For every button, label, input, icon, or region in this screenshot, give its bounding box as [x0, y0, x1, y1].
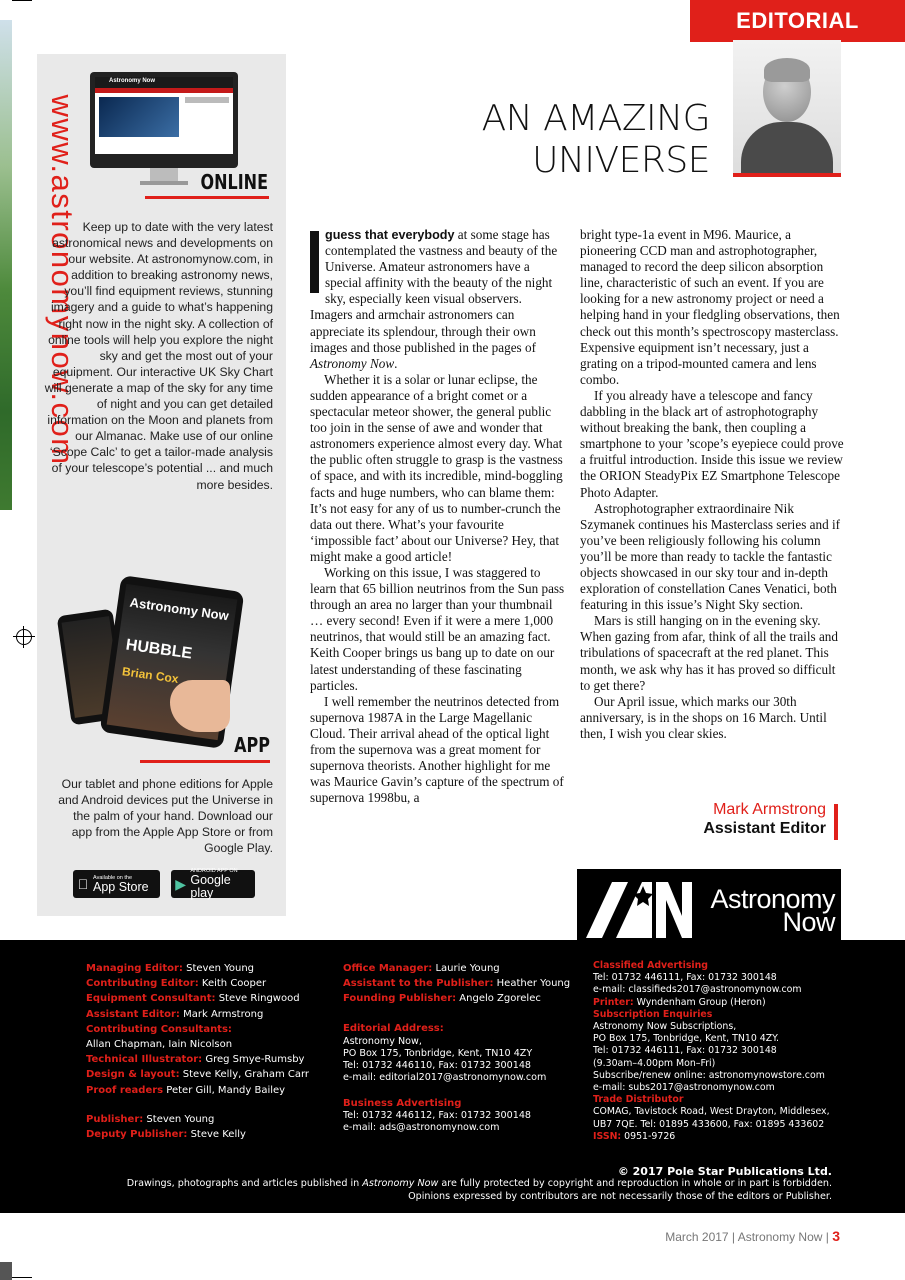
staff-role: Design & layout:	[86, 1069, 180, 1081]
staff-person: Greg Smye-Rumsby	[202, 1054, 305, 1066]
signature-role: Assistant Editor	[703, 820, 826, 837]
copyright-text: are fully protected by copyright and reproduction in whole or in part is forbidden.	[438, 1178, 832, 1190]
play-triangle-icon: ▶	[175, 875, 187, 892]
copyright-notice	[120, 1166, 832, 1203]
website-url-text[interactable]: www.astronomynow.com	[45, 94, 80, 466]
trade-distributor-heading: Trade Distributor	[593, 1094, 684, 1106]
contact-line: Tel: 01732 446112, Fax: 01732 300148	[343, 1109, 532, 1121]
staff-person: Steven Young	[182, 963, 255, 974]
crop-mark	[12, 0, 32, 1]
staff-role: Assistant Editor:	[86, 1008, 180, 1020]
google-play-small: ANDROID APP ON	[190, 868, 238, 874]
apple-icon	[73, 876, 93, 892]
address-line: Tel: 01732 446110, Fax: 01732 300148	[343, 1059, 532, 1071]
portrait-rule	[733, 173, 841, 177]
signature-name: Mark Armstrong	[713, 801, 826, 818]
staff-role: Publisher:	[86, 1113, 144, 1125]
magazine-name: Astronomy Now	[310, 355, 395, 371]
tablet-brand: Astronomy Now	[128, 594, 230, 624]
astronomy-now-logo-icon	[586, 876, 694, 938]
article-headline	[430, 98, 710, 182]
editorial-address-heading: Editorial Address:	[343, 1022, 444, 1034]
subscription-heading: Subscription Enquiries	[593, 1008, 713, 1020]
hand-image	[170, 680, 230, 732]
logo-line-1: Astronomy	[710, 884, 835, 914]
page-footer	[600, 1228, 840, 1244]
app-heading: APP	[234, 733, 270, 757]
section-tab: EDITORIAL	[690, 0, 905, 42]
article-paragraph: Whether it is a solar or lunar eclipse, the sudden appearance of a bright comet or a spectacular meteor shower, the general public too join in the sense of awe and wonder that astronomers experience almost every day. What the public often struggle to grasp is the vastness of space, and with its incredible, mind-boggling facts and huge numbers, who can blame them: It’s not easy for any of us to number-crunch the data out there. What’s your favourite ‘impossible fact’ about our Universe? Hey, that might make a good article!	[310, 371, 563, 564]
copyright-text: Opinions expressed by contributors are not necessarily those of the editors or Publisher.	[408, 1190, 832, 1202]
app-rule	[140, 760, 270, 763]
issn-value: 0951-9726	[621, 1130, 676, 1142]
business-advertising-heading: Business Advertising	[343, 1097, 462, 1109]
app-description: Our tablet and phone editions for Apple and Android devices put the Universe in the palm of your hand. Download our app from the Apple App Store or from Google Play.	[58, 777, 273, 856]
staff-role: Contributing Consultants:	[86, 1023, 232, 1035]
article-lead: guess that everybody	[325, 228, 455, 242]
article-paragraph: Working on this issue, I was staggered to learn that 65 billion neutrinos from the Sun pass through an area no larger than your thumbnail … every second! Even if it were a mere 1,000 neutrinos, that would still be an amazing fact. Keith Cooper brings us bang up to date on our latest understanding of these fascinating particles.	[310, 564, 565, 693]
address-line: Astronomy Now,	[343, 1035, 422, 1047]
tablet-headline: HUBBLE	[124, 636, 194, 663]
author-portrait	[733, 40, 841, 173]
staff-role: Founding Publisher:	[343, 993, 457, 1005]
contact-line: e-mail: ads@astronomynow.com	[343, 1121, 500, 1133]
address-line: e-mail: editorial2017@astronomynow.com	[343, 1071, 547, 1083]
online-rule	[145, 196, 269, 199]
address-line: PO Box 175, Tonbridge, Kent, TN10 4ZY	[343, 1047, 533, 1059]
contact-line: (9.30am–4.00pm Mon–Fri)	[593, 1057, 716, 1069]
tablet-subline: Brian Cox	[121, 664, 180, 686]
article-paragraph: If you already have a telescope and fancy dabbling in the black art of astrophotography without breaking the bank, then coupling a smartphone to your ’scope’s eyepiece could prove a fruitful introduction. Inside this issue we review the ORION SteadyPix EZ Smartphone Telescope Photo Adapter.	[580, 387, 844, 500]
app-store-small: Available on the	[93, 874, 133, 881]
contact-line: e-mail: subs2017@astronomynow.com	[593, 1082, 775, 1094]
staff-role: Deputy Publisher:	[86, 1129, 188, 1141]
article-paragraph: I well remember the neutrinos detected from supernova 1987A in the Large Magellanic Cloud. Their arrival ahead of the optical light from the supernova was a great moment for supernova theorists. Another highlight for me was Maurice Gavin’s capture of the spectrum of supernova 1998bu, a	[310, 693, 564, 806]
staff-column-3	[593, 960, 853, 1143]
article-text: .	[394, 355, 398, 371]
google-play-big: Google play	[190, 873, 231, 900]
staff-person: Angelo Zgorelec	[456, 993, 541, 1005]
contact-line: e-mail: classifieds2017@astronomynow.com	[593, 984, 802, 996]
app-store-big: App Store	[93, 879, 149, 894]
copyright-text: Drawings, photographs and articles published in	[126, 1178, 363, 1190]
staff-role: Contributing Editor:	[86, 978, 199, 990]
article-column-1	[310, 227, 566, 806]
app-store-badge[interactable]	[73, 870, 160, 898]
left-photo-strip-bottom	[0, 1262, 12, 1280]
article-paragraph: Astrophotographer extraordinaire Nik Szymanek continues his Masterclass series and if you’ve been religiously following his column you’ll be more than ready to tackle the fantastic objects showcased in our sky tour and in-depth exploration of constellation Canes Venatici, both featuring in this issue’s Night Sky section.	[580, 500, 841, 613]
left-photo-strip	[0, 20, 12, 510]
logo-line-2: Now	[782, 907, 835, 937]
staff-person: Wyndenham Group (Heron)	[633, 996, 766, 1008]
contact-line: Astronomy Now Subscriptions,	[593, 1021, 737, 1033]
staff-role: Equipment Consultant:	[86, 993, 216, 1005]
staff-role: Technical Illustrator:	[86, 1054, 203, 1066]
contact-line: Subscribe/renew online: astronomynowstore.com	[593, 1069, 825, 1081]
online-description: Keep up to date with the very latest astronomical news and developments on our website. At astronomynow.com, in addition to breaking astronomy news, you’ll find equipment reviews, stunning imagery and a guide to what’s happening right now in the night sky. A collection of online tools will help you explore the night sky and get the most out of your equipment. Our interactive UK Sky Chart will generate a map of the sky for any time of night and you can get detailed information on the Moon and planets from our Almanac. Make use of our online ‘Scope Calc’ to get a tailor-made analysis of your telescope’s potential ... and much more besides.	[44, 220, 273, 492]
contact-line: COMAG, Tavistock Road, West Drayton, Middlesex,	[593, 1106, 830, 1118]
article-column-2	[580, 227, 844, 742]
staff-role: Proof readers	[86, 1084, 164, 1096]
headline-line-1: AN AMAZING	[481, 98, 710, 139]
staff-person: Steve Kelly	[187, 1129, 246, 1141]
astronomy-now-logo-text	[690, 884, 835, 937]
monitor-image	[90, 72, 238, 168]
staff-role: Assistant to the Publisher:	[343, 978, 494, 990]
staff-person: Mark Armstrong	[179, 1008, 264, 1020]
staff-role: Managing Editor:	[86, 963, 183, 974]
crop-mark	[12, 1277, 32, 1278]
staff-role: ISSN:	[593, 1130, 622, 1142]
staff-person: Laurie Young	[432, 963, 500, 974]
article-paragraph	[310, 227, 566, 372]
page-number: 3	[832, 1228, 840, 1244]
magazine-name: Astronomy Now	[362, 1178, 439, 1190]
headline-line-2: UNIVERSE	[532, 140, 710, 181]
signature-bar	[834, 804, 838, 840]
staff-person: Steve Kelly, Graham Carr	[179, 1069, 310, 1081]
monitor-brand: Astronomy Now	[109, 78, 156, 84]
contact-line: PO Box 175, Tonbridge, Kent, TN10 4ZY.	[593, 1033, 779, 1045]
staff-column-2	[343, 961, 573, 1134]
staff-role: Printer:	[593, 996, 634, 1008]
contact-line: Tel: 01732 446111, Fax: 01732 300148	[593, 972, 777, 984]
staff-person: Peter Gill, Mandy Bailey	[163, 1084, 286, 1096]
staff-column-1	[86, 961, 316, 1142]
contact-line: Tel: 01732 446111, Fax: 01732 300148	[593, 1045, 777, 1057]
staff-role: Office Manager:	[343, 963, 433, 974]
google-play-badge[interactable]	[171, 870, 255, 898]
registration-mark-icon	[16, 629, 32, 645]
staff-person: Heather Young	[493, 978, 571, 990]
staff-person: Keith Cooper	[198, 978, 267, 990]
copyright-line: © 2017 Pole Star Publications Ltd.	[617, 1165, 832, 1178]
online-heading: ONLINE	[200, 170, 268, 194]
staff-person: Steve Ringwood	[215, 993, 300, 1005]
article-paragraph: Our April issue, which marks our 30th anniversary, is in the shops on 16 March. Until then, I wish you clear skies.	[580, 693, 827, 741]
drop-cap	[310, 231, 319, 293]
footer-text: March 2017 | Astronomy Now |	[665, 1230, 829, 1244]
contact-line: UB7 7QE. Tel: 01895 433600, Fax: 01895 433602	[593, 1118, 825, 1130]
classified-heading: Classified Advertising	[593, 960, 709, 971]
staff-person: Allan Chapman, Iain Nicolson	[86, 1039, 233, 1051]
staff-person: Steven Young	[143, 1113, 215, 1125]
article-paragraph: bright type-1a event in M96. Maurice, a pioneering CCD man and astrophotographer, managed to record the deep silicon absorption line, characteristic of such an event. If you are looking for a new astronomy project or need a helping hand in your fledgling observations, then check out this month’s spectroscopy masterclass. Expensive equipment isn’t necessary, just a grating on a tripod-mounted camera and lens combo.	[580, 227, 840, 387]
article-text: at some stage has contemplated the vastness and beauty of the Universe. Amateur astronomers have a special affinity with the beauty of the night sky, especially keen visual observers. Imagers and armchair astronomers can appreciate its splendour, through their own images and those published in the pages of	[310, 227, 558, 355]
article-paragraph: Mars is still hanging on in the evening sky. When gazing from afar, think of all the trails and tribulations of spacecraft at the red planet. This month, we ask why has it has proved so difficult to get there?	[580, 613, 838, 693]
